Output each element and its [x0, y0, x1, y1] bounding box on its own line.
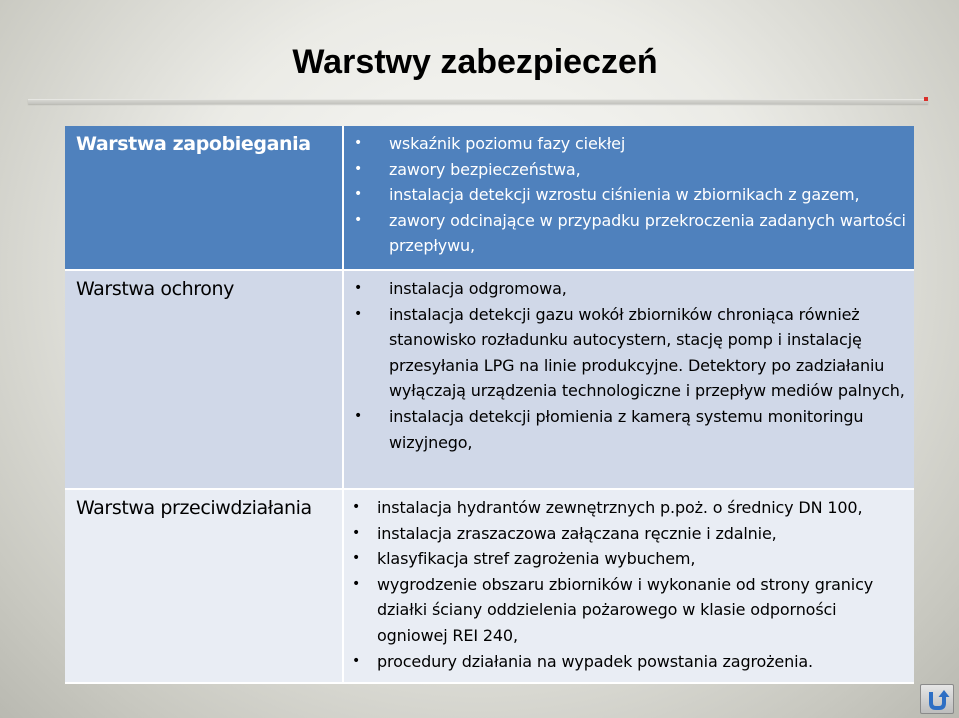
list-item	[344, 182, 910, 208]
list-item-text: instalacja hydrantów zewnętrznych p.poż. o średnicy DN 100,	[377, 498, 863, 517]
return-button[interactable]	[920, 684, 954, 714]
layer-name: Warstwa ochrony	[65, 270, 343, 489]
table-row	[65, 126, 914, 270]
layer-items-list	[344, 126, 914, 259]
list-item-text: zawory bezpieczeństwa,	[389, 159, 581, 179]
list-item-text: wygrodzenie obszaru zbiorników i wykonanie od strony granicy działki ściany oddzielenia pożarowego w klasie odporności ogniowej REI 240,	[377, 574, 874, 645]
layer-items-cell	[343, 126, 914, 270]
bullet-icon: •	[354, 305, 363, 322]
list-item-text: wskaźnik poziomu fazy ciekłej	[389, 134, 626, 153]
bullet-icon: •	[354, 211, 363, 228]
list-item	[344, 649, 910, 675]
title-underline-accent	[924, 97, 928, 101]
layer-items-list	[344, 490, 914, 674]
bullet-icon: •	[354, 186, 363, 203]
bullet-icon: •	[354, 160, 363, 177]
list-item-text: instalacja detekcji płomienia z kamerą systemu monitoringu wizyjnego,	[389, 406, 864, 452]
list-item-text: procedury działania na wypadek powstania zagrożenia.	[377, 651, 813, 671]
bullet-icon: •	[354, 135, 363, 151]
layer-name: Warstwa zapobiegania	[65, 126, 343, 270]
bullet-icon: •	[352, 575, 361, 592]
list-item	[344, 157, 910, 183]
slide-title: Warstwy zabezpieczeń	[292, 43, 658, 81]
list-item-text: instalacja detekcji gazu wokół zbiorników chroniąca również stanowisko rozładunku autocystern, stację pomp i instalację przesyłania LPG na linie produkcyjne. Detektory po zadziałaniu wyłączają urządzenia technologiczne i przepływ mediów palnych,	[389, 304, 905, 401]
security-layers-table	[65, 126, 914, 684]
table-row	[65, 270, 914, 489]
bullet-icon: •	[352, 499, 361, 515]
layer-items-cell	[343, 270, 914, 489]
list-item	[344, 404, 910, 455]
list-item	[344, 521, 910, 547]
bullet-icon: •	[352, 550, 361, 567]
list-item	[344, 302, 910, 404]
bullet-icon: •	[352, 652, 361, 669]
return-arrow-icon	[924, 687, 950, 711]
list-item	[344, 495, 910, 521]
list-item-text: instalacja zraszaczowa załączana ręcznie i zdalnie,	[377, 523, 777, 543]
list-item	[344, 546, 910, 572]
list-item-text: klasyfikacja stref zagrożenia wybuchem,	[377, 549, 696, 569]
list-item-text: zawory odcinające w przypadku przekroczenia zadanych wartości przepływu,	[389, 210, 906, 256]
list-item	[344, 572, 910, 649]
bullet-icon: •	[354, 280, 363, 296]
list-item	[344, 208, 910, 259]
list-item	[344, 131, 910, 157]
layer-items-cell	[343, 489, 914, 683]
list-item-text: instalacja odgromowa,	[389, 279, 567, 298]
bullet-icon: •	[352, 524, 361, 541]
table-row	[65, 489, 914, 683]
layer-items-list	[344, 271, 914, 455]
list-item-text: instalacja detekcji wzrostu ciśnienia w zbiornikach z gazem,	[389, 185, 860, 205]
layer-name: Warstwa przeciwdziałania	[65, 489, 343, 683]
list-item	[344, 276, 910, 302]
bullet-icon: •	[354, 407, 363, 424]
title-underline	[28, 99, 928, 104]
